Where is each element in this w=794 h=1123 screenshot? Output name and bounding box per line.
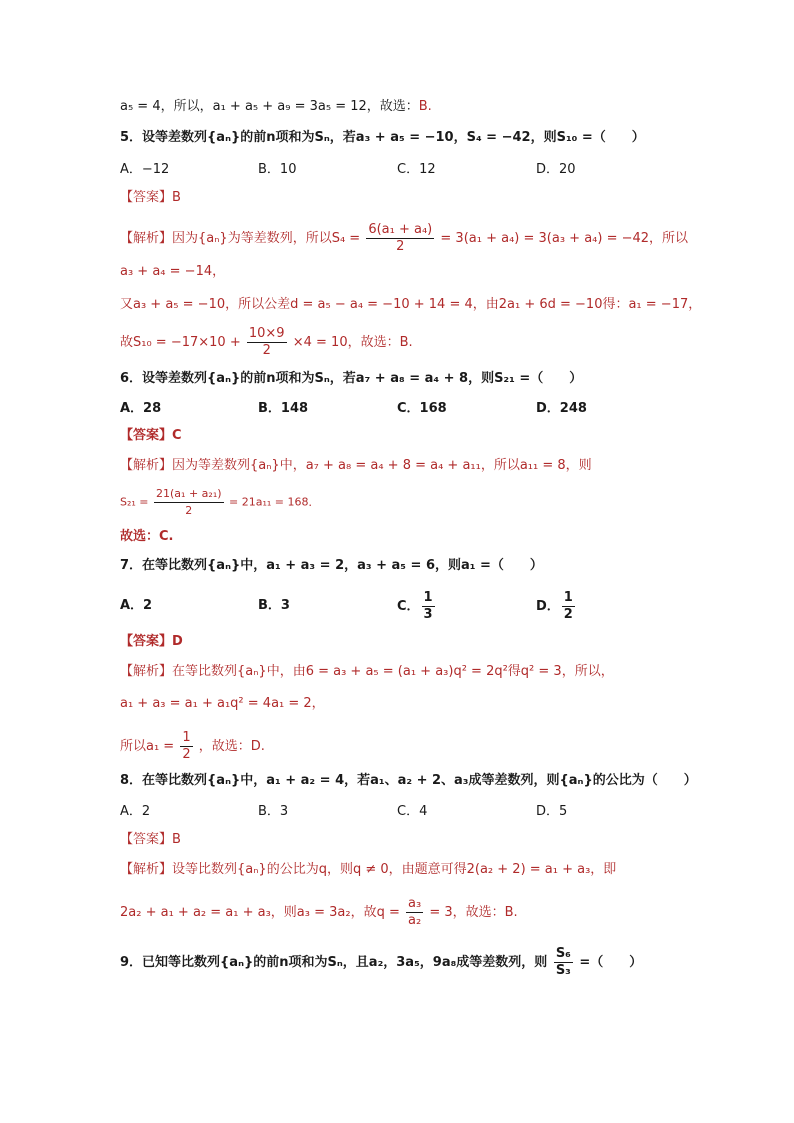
q5-exp4-den: 2 xyxy=(262,343,271,358)
q8-exp2-num: a₃ xyxy=(408,896,422,911)
q6-exp2-pre: S₂₁ = xyxy=(120,495,149,509)
q8-exp2-post: = 3，故选：B. xyxy=(429,905,518,920)
q8-answer: 【答案】B xyxy=(120,832,181,847)
q6-explanation-1: 【解析】因为等差数列{aₙ}中，a₇ + a₈ = a₄ + 8 = a₄ + a₁₁，所以a₁₁ = 8，则 xyxy=(120,458,592,473)
q6-option-b: B．148 xyxy=(258,401,309,416)
q9-den: S₃ xyxy=(555,963,571,978)
q5-exp1-num: 6(a₁ + a₄) xyxy=(368,222,433,237)
q7-c-num: 1 xyxy=(423,590,433,605)
q7-option-c-label: C． xyxy=(397,599,420,614)
q5-exp4-fraction xyxy=(247,326,287,359)
q7-explanation-2: a₁ + a₃ = a₁ + a₁q² = 4a₁ = 2， xyxy=(120,696,325,711)
q5-explanation-2: a₃ + a₄ = −14， xyxy=(120,264,226,279)
q7-option-c-fraction xyxy=(422,590,435,623)
q5-answer: 【答案】B xyxy=(120,190,181,205)
q5-explanation-1 xyxy=(120,222,688,255)
q7-option-a: A．2 xyxy=(120,598,153,613)
q6-exp2-post: = 21a₁₁ = 168． xyxy=(229,495,320,509)
q8-explanation-2 xyxy=(120,896,518,929)
q6-explanation-2 xyxy=(120,486,320,519)
q5-exp1-post: = 3(a₁ + a₄) = 3(a₃ + a₄) = −42，所以 xyxy=(440,231,689,246)
q7-exp3-num: 1 xyxy=(182,730,191,745)
q7-exp3-den: 2 xyxy=(182,747,191,762)
q8-explanation-1: 【解析】设等比数列{aₙ}的公比为q，则q ≠ 0，由题意可得2(a₂ + 2) = a₁ + a₃，即 xyxy=(120,862,617,877)
q5-exp4-post: ×4 = 10，故选：B. xyxy=(292,335,413,350)
q7-d-num: 1 xyxy=(563,590,573,605)
q7-c-den: 3 xyxy=(423,607,433,622)
q9-num: S₆ xyxy=(555,946,571,961)
question-5: 5．设等差数列{aₙ}的前n项和为Sₙ，若a₃ + a₅ = −10，S₄ = −42，则S₁₀ =（ ） xyxy=(120,130,645,145)
q6-answer: 【答案】C xyxy=(120,428,182,443)
q5-exp1-den: 2 xyxy=(396,239,405,254)
q6-option-d: D．248 xyxy=(536,401,587,416)
q8-option-b: B．3 xyxy=(258,804,289,819)
q7-explanation-3 xyxy=(120,730,265,763)
q9-post: =（ ） xyxy=(579,955,643,970)
q8-option-c: C．4 xyxy=(397,804,428,819)
q5-explanation-4 xyxy=(120,326,413,359)
q7-option-b: B．3 xyxy=(258,598,290,613)
q6-option-c: C．168 xyxy=(397,401,447,416)
q7-option-c xyxy=(397,590,437,623)
prev-solution-answer: B. xyxy=(418,99,432,114)
q5-exp1-fraction xyxy=(366,222,434,255)
q7-option-d-label: D． xyxy=(536,599,560,614)
q7-exp3-pre: 所以a₁ = xyxy=(120,739,175,754)
q7-d-den: 2 xyxy=(563,607,573,622)
q8-exp2-pre: 2a₂ + a₁ + a₂ = a₁ + a₃，则a₃ = 3a₂，故q = xyxy=(120,905,400,920)
q5-option-a: A．−12 xyxy=(120,162,170,177)
q8-option-a: A．2 xyxy=(120,804,151,819)
q7-explanation-1: 【解析】在等比数列{aₙ}中，由6 = a₃ + a₅ = (a₁ + a₃)q² = 2q²得q² = 3，所以， xyxy=(120,664,614,679)
q7-exp3-post: ，故选：D. xyxy=(198,739,265,754)
q7-exp3-fraction xyxy=(180,730,192,763)
question-6: 6．设等差数列{aₙ}的前n项和为Sₙ，若a₇ + a₈ = a₄ + 8，则S₂₁ =（ ） xyxy=(120,371,583,386)
q8-exp2-den: a₂ xyxy=(408,913,422,928)
q6-exp2-den: 2 xyxy=(185,504,193,517)
prev-solution-text: a₅ = 4，所以，a₁ + a₅ + a₉ = 3a₅ = 12，故选： xyxy=(120,99,419,114)
q5-exp4-pre: 故S₁₀ = −17×10 + xyxy=(120,335,241,350)
q9-fraction xyxy=(554,946,573,979)
q6-option-a: A．28 xyxy=(120,401,162,416)
q6-exp2-num: 21(a₁ + a₂₁) xyxy=(154,486,224,503)
q5-option-b: B．10 xyxy=(258,162,297,177)
q7-answer: 【答案】D xyxy=(120,634,183,649)
q7-option-d-fraction xyxy=(562,590,575,623)
question-8: 8．在等比数列{aₙ}中，a₁ + a₂ = 4，若a₁、a₂ + 2、a₃成等差数列，则{aₙ}的公比为（ ） xyxy=(120,773,697,788)
q8-option-d: D．5 xyxy=(536,804,568,819)
q5-exp1-pre: 【解析】因为{aₙ}为等差数列，所以S₄ = xyxy=(120,231,361,246)
q5-explanation-3: 又a₃ + a₅ = −10，所以公差d = a₅ − a₄ = −10 + 14 = 4，由2a₁ + 6d = −10得：a₁ = −17， xyxy=(120,297,702,312)
q8-exp2-fraction xyxy=(406,896,423,929)
q7-option-d xyxy=(536,590,577,623)
q9-pre: 9．已知等比数列{aₙ}的前n项和为Sₙ，且a₂，3a₅，9a₈成等差数列，则 xyxy=(120,955,548,970)
question-7: 7．在等比数列{aₙ}中，a₁ + a₃ = 2，a₃ + a₅ = 6，则a₁ =（ ） xyxy=(120,558,543,573)
q6-exp2-fraction xyxy=(154,486,224,519)
q6-explanation-3: 故选：C. xyxy=(120,529,174,544)
q5-option-d: D．20 xyxy=(536,162,576,177)
question-9 xyxy=(120,946,642,979)
prev-solution-tail xyxy=(120,97,432,117)
q5-option-c: C．12 xyxy=(397,162,436,177)
q5-exp4-num: 10×9 xyxy=(248,326,285,341)
